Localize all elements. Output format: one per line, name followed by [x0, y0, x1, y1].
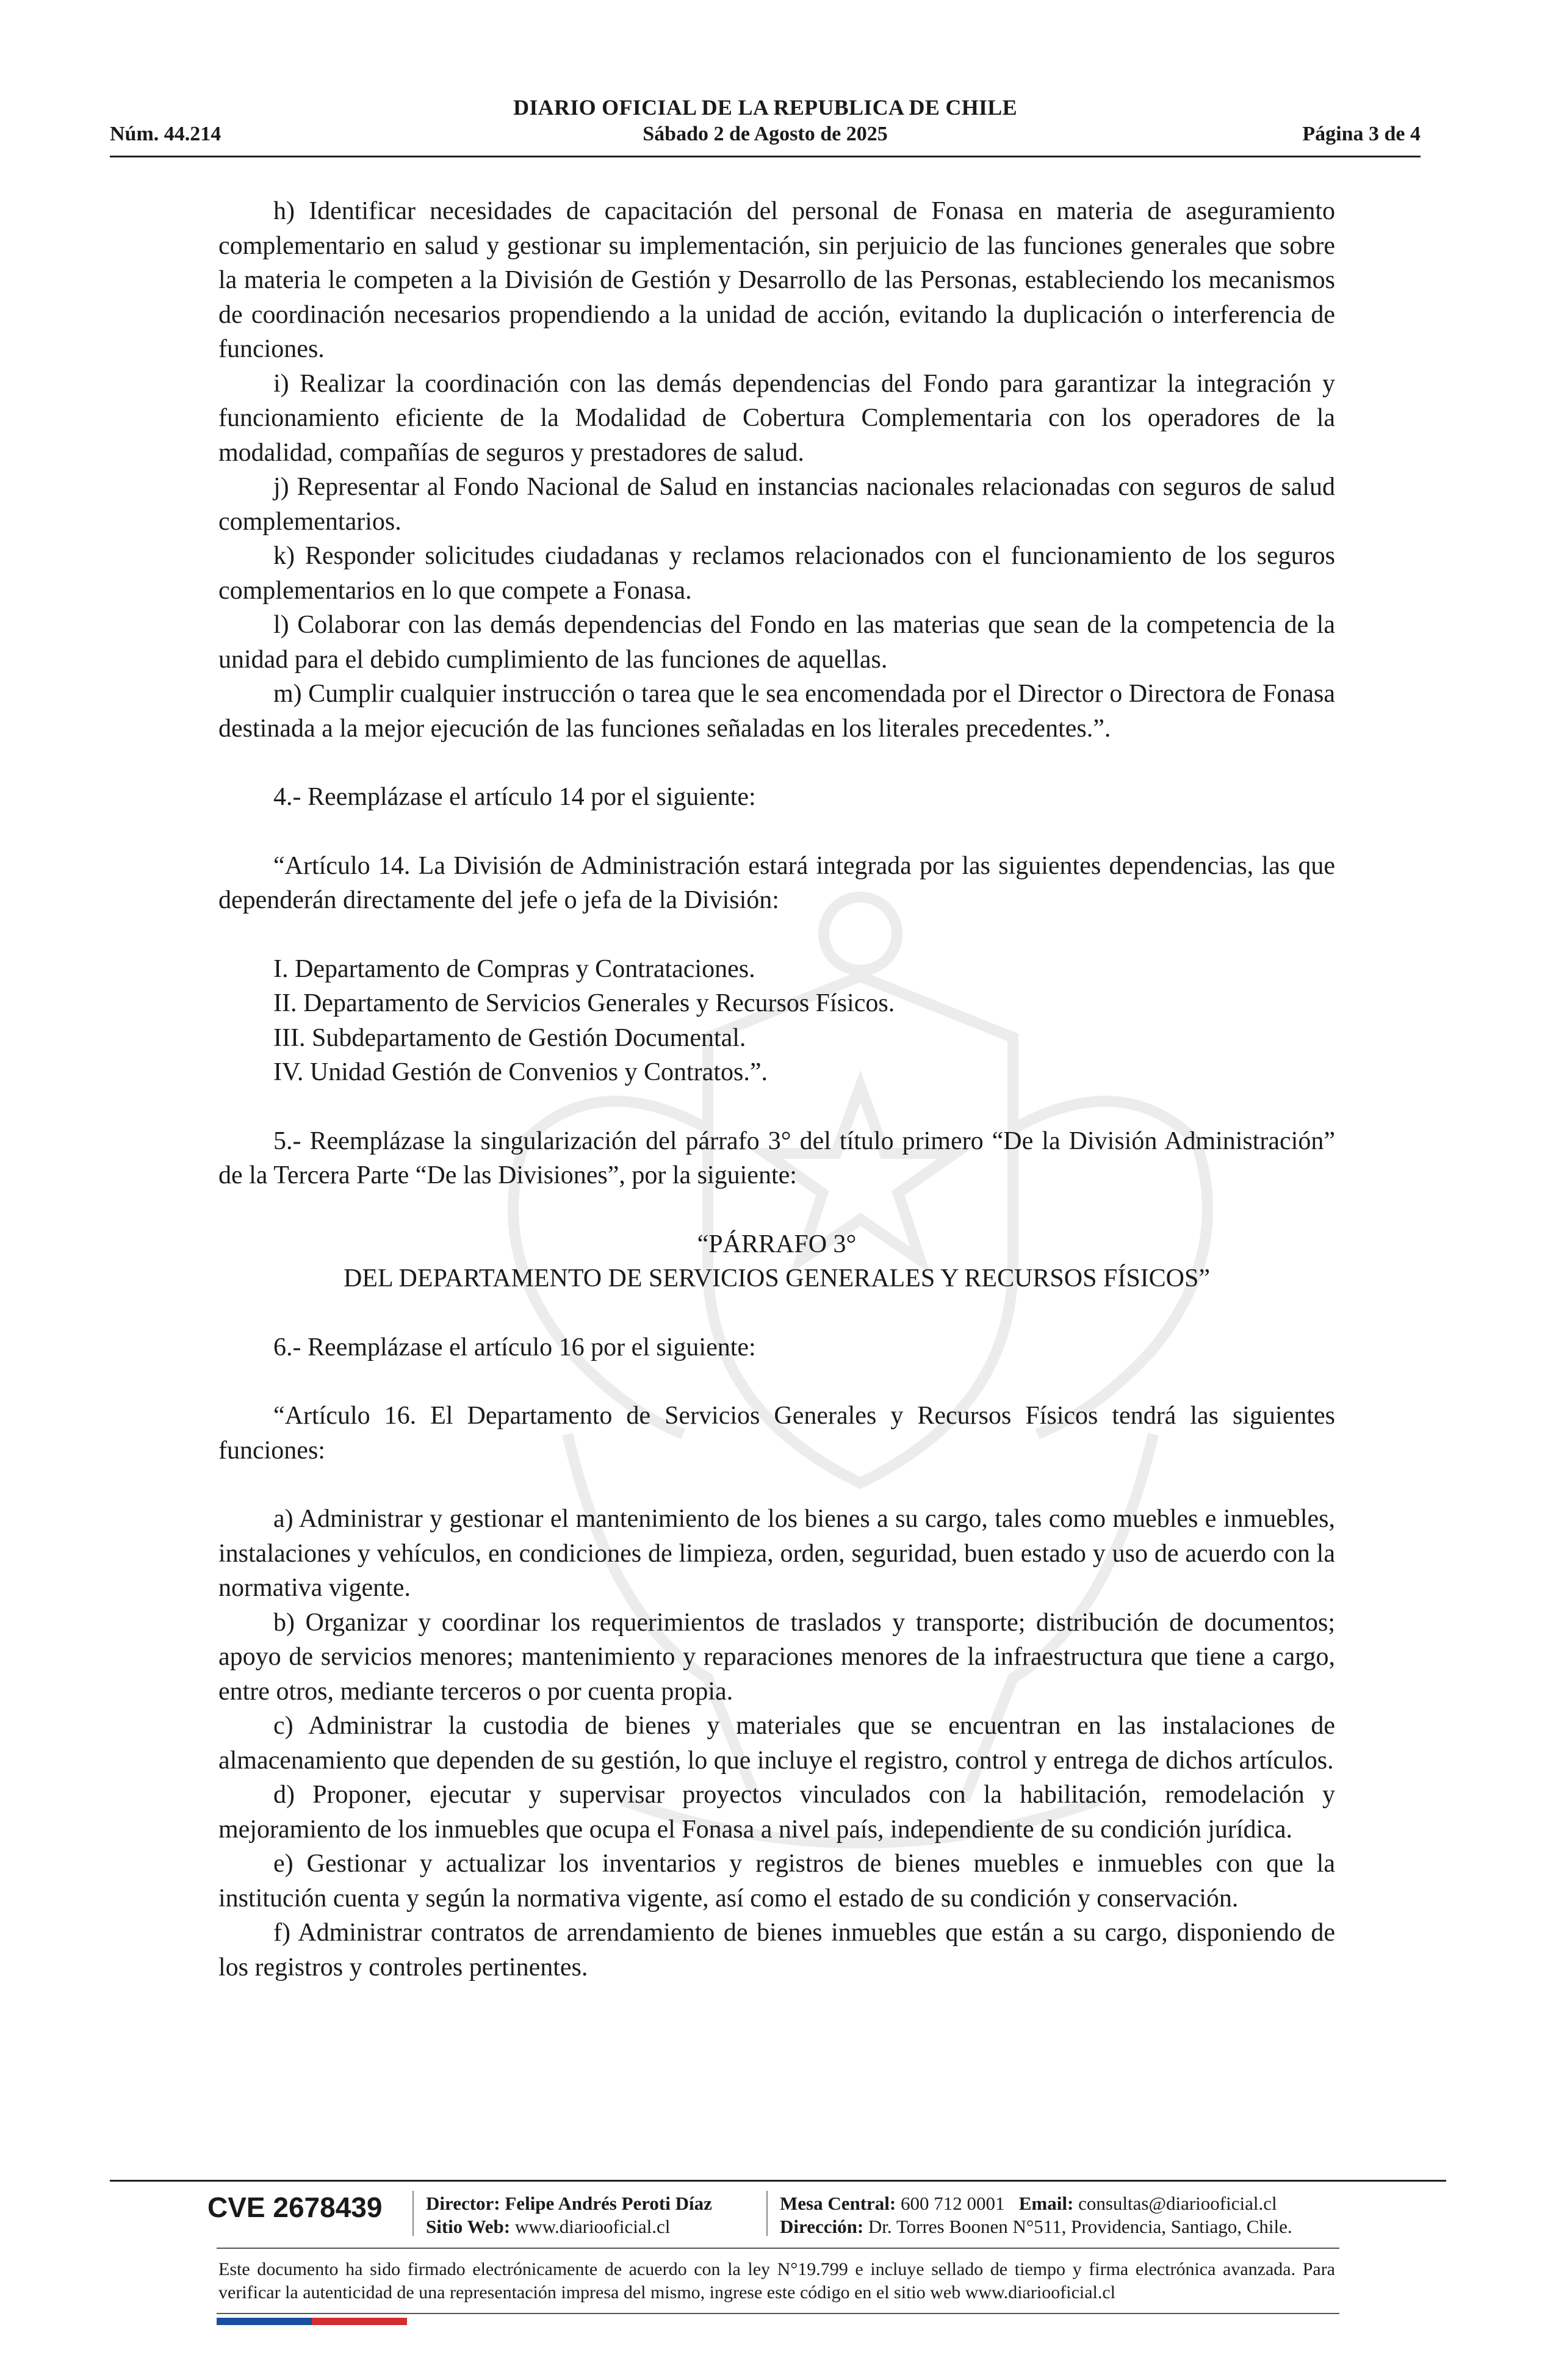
- list-item: e) Gestionar y actualizar los inventarios y registros de bienes muebles e inmuebles con que la institución cuenta y según la normativa vigente, así como el estado de su condición y conservación.: [218, 1850, 1335, 1913]
- section-heading-line1: “PÁRRAFO 3°: [697, 1230, 857, 1258]
- amendment-5: 5.- Reemplázase la singularización del párrafo 3° del título primero “De la División Administración” de la Tercera Parte “De las Divisiones”, por la siguiente:: [218, 1127, 1335, 1189]
- footer-divider: [217, 2313, 1339, 2314]
- issue-date: Sábado 2 de Agosto de 2025: [643, 123, 888, 145]
- website-link[interactable]: www.diariooficial.cl: [514, 2216, 671, 2237]
- list-item: c) Administrar la custodia de bienes y materiales que se encuentran en las instalaciones de almacenamiento que dependen de su gestión, lo que incluye el registro, control y entrega de dichos artículos.: [218, 1712, 1335, 1775]
- document-body: [218, 194, 1335, 1985]
- phone-number: 600 712 0001: [901, 2193, 1005, 2214]
- list-item: k) Responder solicitudes ciudadanas y reclamos relacionados con el funcionamiento de los seguros complementarios en lo que compete a Fonasa.: [218, 542, 1335, 605]
- article-16-list: [218, 1502, 1335, 1985]
- list-item: I. Departamento de Compras y Contrataciones.: [273, 954, 755, 983]
- email-link[interactable]: consultas@diariooficial.cl: [1078, 2193, 1277, 2214]
- list-item: m) Cumplir cualquier instrucción o tarea que le sea encomendada por el Director o Directora de Fonasa destinada a la mejor ejecución de las funciones señaladas en los literales precedentes.”.: [218, 680, 1335, 743]
- amendment-4: 4.- Reemplázase el artículo 14 por el siguiente:: [273, 783, 756, 811]
- electronic-signature-notice: Este documento ha sido firmado electrónicamente de acuerdo con la ley N°19.799 e incluye sellado de tiempo y firma electrónica avanzada. Para verificar la autenticidad de una representación impresa del mismo, ingrese este código en el sitio web www.diariooficial.cl: [218, 2259, 1335, 2302]
- list-item: j) Representar al Fondo Nacional de Salud en instancias nacionales relacionadas con seguros de salud complementarios.: [218, 473, 1335, 536]
- cve-code: CVE 2678439: [207, 2191, 383, 2223]
- director-label: Director:: [426, 2193, 500, 2214]
- list-item: i) Realizar la coordinación con las demás dependencias del Fondo para garantizar la integración y funcionamiento eficiente de la Modalidad de Cobertura Complementaria con los operadores de la modalidad, compañías de seguros y prestadores de salud.: [218, 369, 1335, 467]
- footer-contact-block: [780, 2192, 1292, 2238]
- footer-director-block: [426, 2192, 712, 2238]
- list-item: a) Administrar y gestionar el mantenimiento de los bienes a su cargo, tales como muebles e inmuebles, instalaciones y vehículos, en condiciones de limpieza, orden, seguridad, buen estado y uso de acuerdo con la normativa vigente.: [218, 1505, 1335, 1602]
- address-label: Dirección:: [780, 2216, 864, 2237]
- list-item: d) Proponer, ejecutar y supervisar proyectos vinculados con la habilitación, remodelación y mejoramiento de los inmuebles que ocupa el Fonasa a nivel país, independiente de su condición jurídica.: [218, 1781, 1335, 1844]
- flag-stripe: [217, 2318, 407, 2325]
- list-item: h) Identificar necesidades de capacitación del personal de Fonasa en materia de aseguramiento complementario en salud y gestionar su implementación, sin perjuicio de las funciones generales que sobre la materia le competen a la División de Gestión y Desarrollo de las Personas, estableciendo los mecanismos de coordinación necesarios propendiendo a la unidad de acción, evitando la duplicación o interferencia de funciones.: [218, 197, 1335, 363]
- list-item: b) Organizar y coordinar los requerimientos de traslados y transporte; distribución de documentos; apoyo de servicios menores; mantenimiento y reparaciones menores de la infraestructura que tiene a cargo, entre otros, mediante terceros o por cuenta propia.: [218, 1608, 1335, 1706]
- article-14-intro: “Artículo 14. La División de Administración estará integrada por las siguientes dependencias, las que dependerán directamente del jefe o jefa de la División:: [218, 851, 1335, 914]
- website-label: Sitio Web:: [426, 2216, 511, 2237]
- footer-divider: [217, 2248, 1339, 2249]
- newspaper-title: DIARIO OFICIAL DE LA REPUBLICA DE CHILE: [513, 95, 1017, 120]
- director-name: Felipe Andrés Peroti Díaz: [505, 2193, 712, 2214]
- footer-divider: [110, 2180, 1446, 2182]
- header-divider: [110, 156, 1421, 157]
- footer-separator: [766, 2191, 768, 2236]
- list-item: II. Departamento de Servicios Generales y Recursos Físicos.: [273, 989, 895, 1017]
- list-item: f) Administrar contratos de arrendamiento de bienes inmuebles que están a su cargo, disponiendo de los registros y controles pertinentes.: [218, 1919, 1335, 1982]
- list-item: IV. Unidad Gestión de Convenios y Contratos.”.: [273, 1058, 768, 1086]
- email-label: Email:: [1018, 2193, 1074, 2214]
- page-number: Página 3 de 4: [1302, 123, 1421, 145]
- article-14-list: [218, 952, 1335, 1090]
- functions-list-continued: [218, 194, 1335, 746]
- header-info-row: [110, 123, 1421, 151]
- issue-number: Núm. 44.214: [110, 123, 222, 145]
- section-heading-line2: DEL DEPARTAMENTO DE SERVICIOS GENERALES Y RECURSOS FÍSICOS”: [343, 1264, 1211, 1293]
- article-16-intro: “Artículo 16. El Departamento de Servicios Generales y Recursos Físicos tendrá las siguientes funciones:: [218, 1402, 1335, 1465]
- phone-label: Mesa Central:: [780, 2193, 896, 2214]
- page-header: [110, 95, 1421, 156]
- list-item: l) Colaborar con las demás dependencias del Fondo en las materias que sean de la competencia de la unidad para el debido cumplimiento de las funciones de aquellas.: [218, 611, 1335, 674]
- flag-red-band: [312, 2318, 407, 2325]
- address-value: Dr. Torres Boonen N°511, Providencia, Santiago, Chile.: [868, 2216, 1292, 2237]
- list-item: III. Subdepartamento de Gestión Documental.: [273, 1023, 746, 1052]
- amendment-6: 6.- Reemplázase el artículo 16 por el siguiente:: [273, 1333, 756, 1361]
- footer-separator: [412, 2191, 414, 2236]
- flag-blue-band: [217, 2318, 312, 2325]
